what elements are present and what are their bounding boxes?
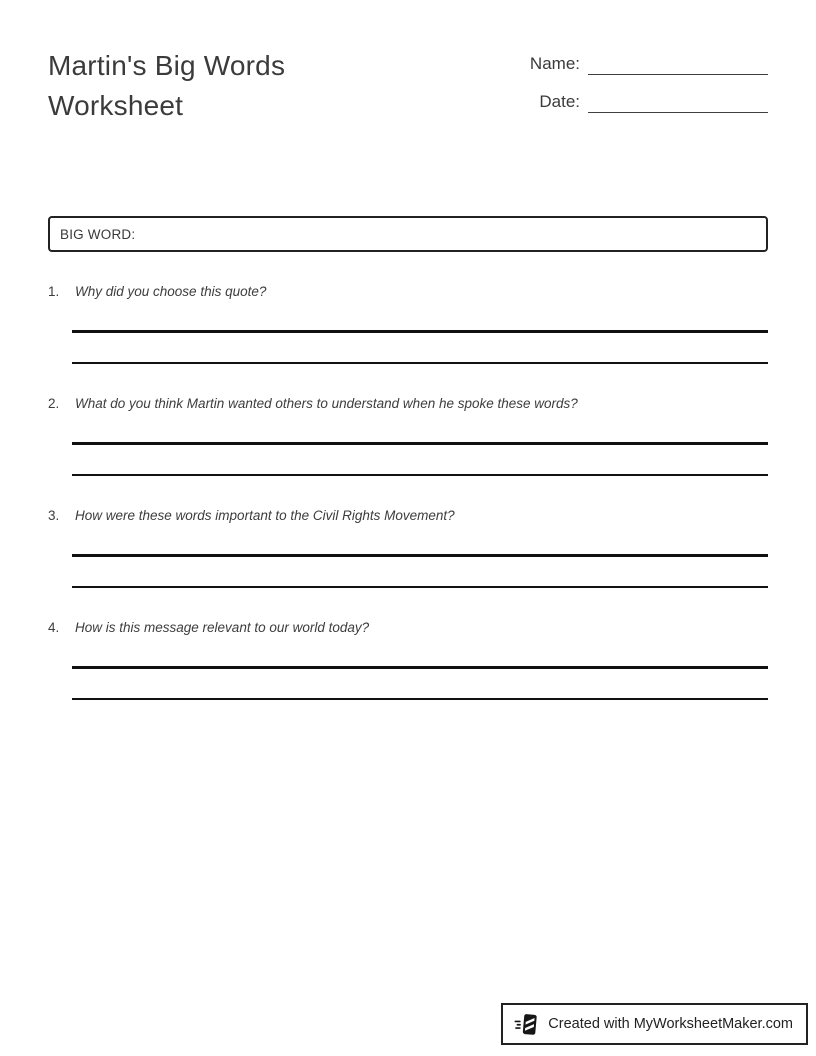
question-row bbox=[48, 283, 768, 300]
question-number: 1. bbox=[48, 284, 60, 299]
question-text: Why did you choose this quote? bbox=[75, 284, 267, 299]
question-item-3 bbox=[48, 507, 768, 588]
question-row bbox=[48, 507, 768, 524]
answer-line bbox=[72, 666, 768, 669]
name-blank-line bbox=[588, 53, 768, 75]
answer-line bbox=[72, 442, 768, 445]
page-title: Martin's Big Words Worksheet bbox=[48, 50, 286, 121]
answer-line bbox=[72, 474, 768, 477]
worksheet-maker-logo-icon bbox=[514, 1012, 539, 1037]
date-label: Date: bbox=[539, 92, 580, 111]
answer-line bbox=[72, 554, 768, 557]
worksheet-header bbox=[48, 0, 768, 127]
answer-line bbox=[72, 698, 768, 701]
name-label: Name: bbox=[529, 54, 580, 73]
questions-list bbox=[48, 283, 768, 700]
date-row bbox=[518, 89, 768, 113]
answer-line bbox=[72, 362, 768, 365]
question-text: How is this message relevant to our world today? bbox=[75, 620, 370, 635]
date-blank-line bbox=[588, 91, 768, 113]
question-row bbox=[48, 619, 768, 636]
answer-line bbox=[72, 586, 768, 589]
big-word-label: BIG WORD: bbox=[60, 226, 136, 242]
footer-credit-text: Created with MyWorksheetMaker.com bbox=[548, 1016, 793, 1032]
question-number: 3. bbox=[48, 508, 60, 523]
question-text: What do you think Martin wanted others to understand when he spoke these words? bbox=[75, 396, 578, 411]
name-date-block bbox=[518, 46, 768, 127]
question-number: 4. bbox=[48, 620, 60, 635]
footer-credit-badge bbox=[501, 1003, 808, 1045]
question-item-1 bbox=[48, 283, 768, 364]
question-number: 2. bbox=[48, 396, 60, 411]
big-word-box bbox=[48, 216, 768, 252]
question-text: How were these words important to the Civil Rights Movement? bbox=[75, 508, 455, 523]
answer-line bbox=[72, 330, 768, 333]
question-item-4 bbox=[48, 619, 768, 700]
name-row bbox=[518, 51, 768, 75]
question-item-2 bbox=[48, 395, 768, 476]
question-row bbox=[48, 395, 768, 412]
